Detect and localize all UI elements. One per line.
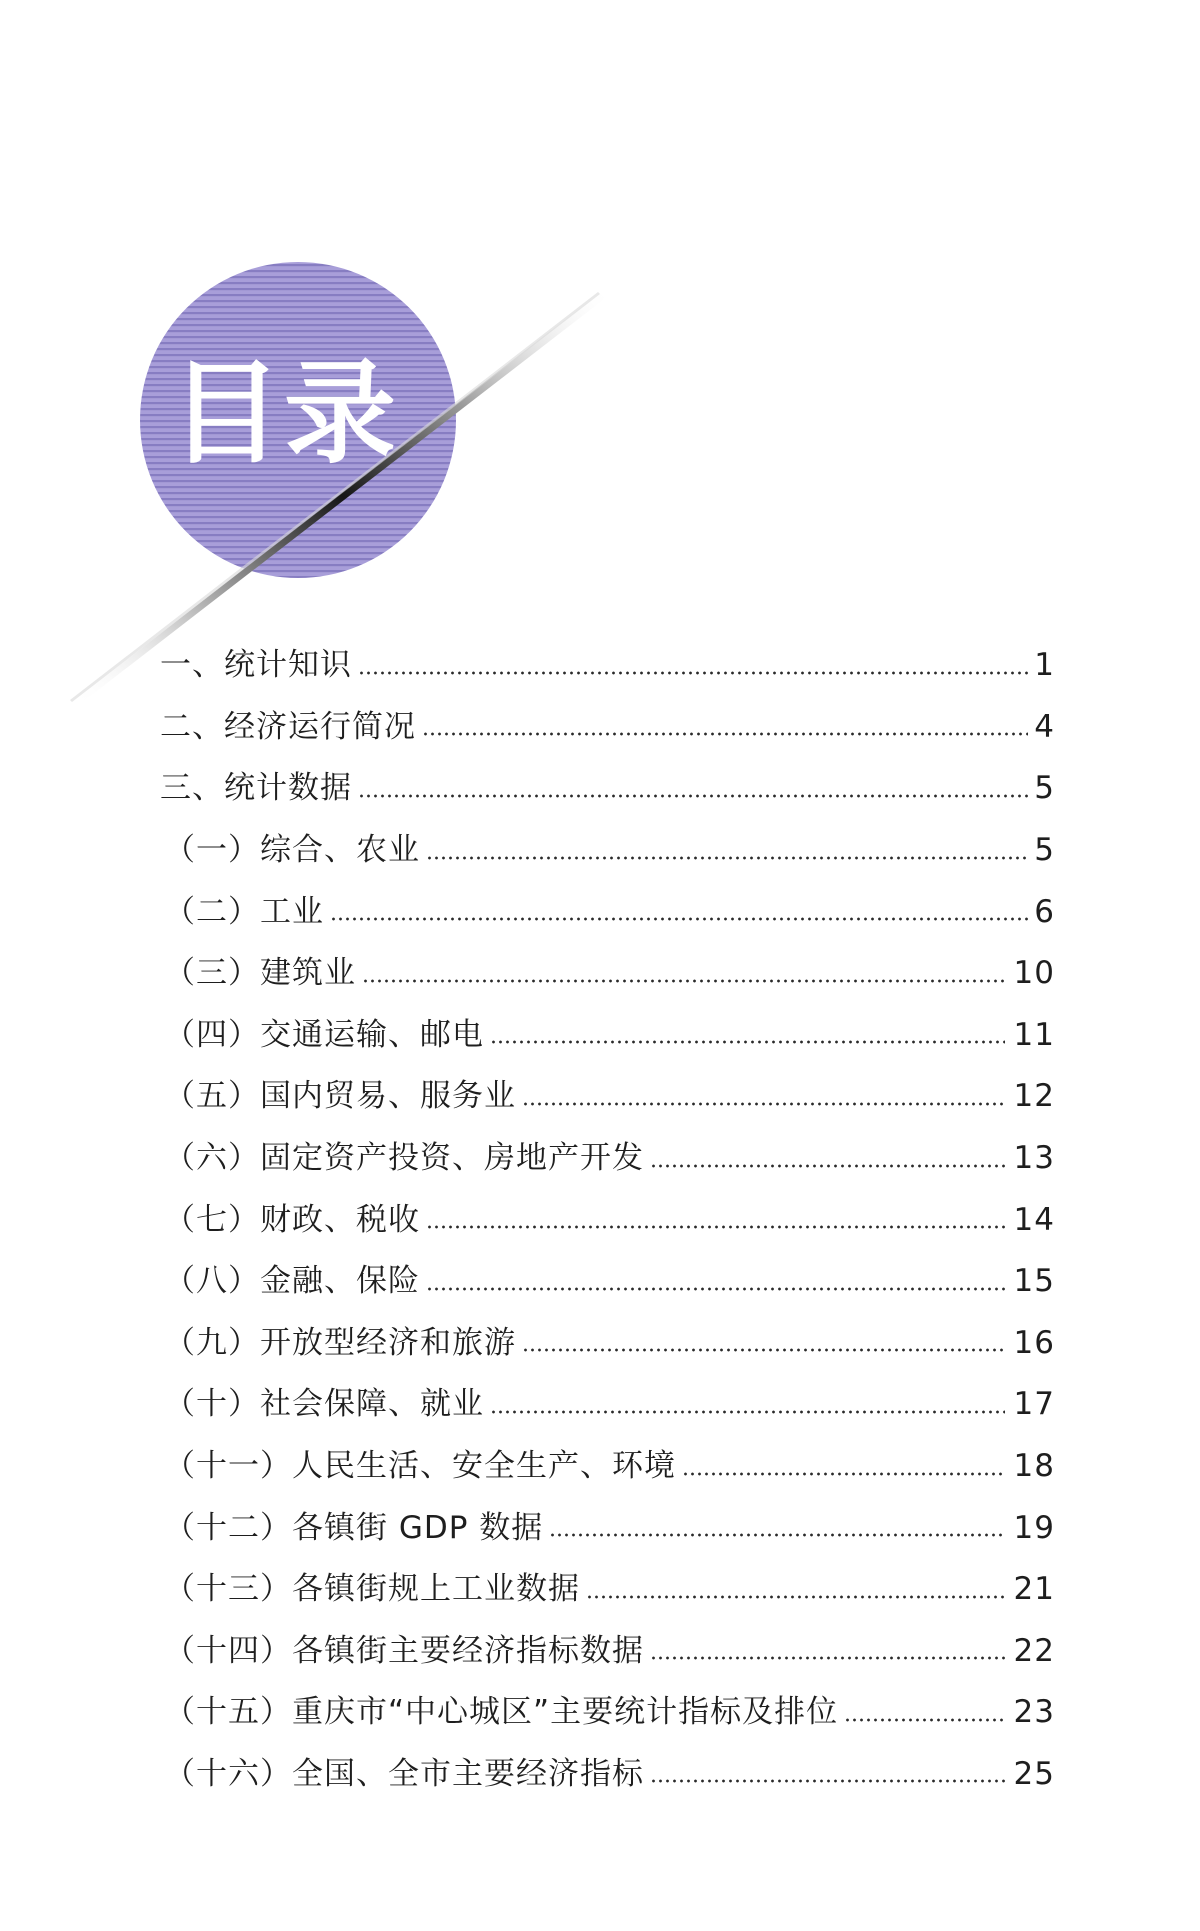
toc-entry-page-number: 21 <box>1013 1571 1055 1608</box>
toc-entry[interactable] <box>160 1128 1055 1190</box>
toc-entry-label: （十六）全国、全市主要经济指标 <box>164 1755 644 1792</box>
toc-entry-label: （十二）各镇街 GDP 数据 <box>164 1509 544 1546</box>
toc-dot-leader <box>362 979 1005 983</box>
toc-entry[interactable] <box>160 1313 1055 1375</box>
toc-entry[interactable] <box>160 1066 1055 1128</box>
toc-dot-leader <box>358 794 1028 798</box>
toc-entry-page-number: 1 <box>1034 647 1055 684</box>
toc-entry[interactable] <box>160 1189 1055 1251</box>
toc-entry[interactable] <box>160 1744 1055 1806</box>
toc-entry-label: （十一）人民生活、安全生产、环境 <box>164 1448 676 1485</box>
toc-dot-leader <box>330 917 1028 921</box>
toc-entry-label: （五）国内贸易、服务业 <box>164 1078 516 1115</box>
table-of-contents <box>160 635 1055 1805</box>
toc-entry-page-number: 4 <box>1034 708 1055 745</box>
toc-entry[interactable] <box>160 1374 1055 1436</box>
toc-entry-page-number: 18 <box>1013 1448 1055 1485</box>
toc-dot-leader <box>426 1287 1005 1291</box>
toc-entry-page-number: 5 <box>1034 832 1055 869</box>
toc-entry-label: 三、统计数据 <box>160 770 352 807</box>
toc-dot-leader <box>490 1410 1005 1414</box>
toc-dot-leader <box>844 1718 1005 1722</box>
toc-dot-leader <box>490 1040 1005 1044</box>
toc-dot-leader <box>549 1533 1005 1537</box>
toc-entry-page-number: 14 <box>1013 1201 1055 1238</box>
toc-dot-leader <box>358 671 1028 675</box>
toc-entry[interactable] <box>160 1005 1055 1067</box>
toc-entry-page-number: 15 <box>1013 1263 1055 1300</box>
toc-entry-label: （八）金融、保险 <box>164 1263 420 1300</box>
toc-entry-page-number: 25 <box>1013 1755 1055 1792</box>
toc-entry[interactable] <box>160 881 1055 943</box>
toc-dot-leader <box>650 1164 1005 1168</box>
page-title: 目录 <box>170 349 398 479</box>
toc-dot-leader <box>586 1595 1005 1599</box>
toc-dot-leader <box>426 856 1028 860</box>
toc-entry-page-number: 22 <box>1013 1632 1055 1669</box>
toc-entry[interactable] <box>160 1559 1055 1621</box>
toc-entry-label: 二、经济运行简况 <box>160 708 416 745</box>
toc-entry-page-number: 23 <box>1013 1694 1055 1731</box>
toc-entry[interactable] <box>160 1436 1055 1498</box>
toc-entry-label: （十三）各镇街规上工业数据 <box>164 1571 580 1608</box>
toc-entry-page-number: 17 <box>1013 1386 1055 1423</box>
toc-entry[interactable] <box>160 697 1055 759</box>
toc-dot-leader <box>422 732 1028 736</box>
toc-dot-leader <box>522 1348 1005 1352</box>
toc-entry[interactable] <box>160 1497 1055 1559</box>
toc-entry-label: （七）财政、税收 <box>164 1201 420 1238</box>
toc-dot-leader <box>682 1472 1005 1476</box>
toc-entry-page-number: 5 <box>1034 770 1055 807</box>
toc-entry-label: （十）社会保障、就业 <box>164 1386 484 1423</box>
toc-entry-label: （一）综合、农业 <box>164 832 420 869</box>
toc-entry[interactable] <box>160 1251 1055 1313</box>
toc-entry-label: （六）固定资产投资、房地产开发 <box>164 1140 644 1177</box>
toc-entry-page-number: 10 <box>1013 955 1055 992</box>
toc-entry-page-number: 19 <box>1013 1509 1055 1546</box>
toc-entry[interactable] <box>160 820 1055 882</box>
toc-dot-leader <box>650 1656 1005 1660</box>
toc-entry-label: 一、统计知识 <box>160 647 352 684</box>
toc-entry-page-number: 13 <box>1013 1140 1055 1177</box>
toc-entry-label: （三）建筑业 <box>164 955 356 992</box>
toc-dot-leader <box>522 1102 1005 1106</box>
toc-entry[interactable] <box>160 758 1055 820</box>
toc-entry-label: （四）交通运输、邮电 <box>164 1016 484 1053</box>
toc-dot-leader <box>426 1225 1005 1229</box>
toc-entry-page-number: 11 <box>1013 1016 1055 1053</box>
toc-entry[interactable] <box>160 1682 1055 1744</box>
toc-entry-page-number: 6 <box>1034 893 1055 930</box>
toc-entry-label: （二）工业 <box>164 893 324 930</box>
toc-entry-label: （十四）各镇街主要经济指标数据 <box>164 1632 644 1669</box>
toc-entry-label: （十五）重庆市“中心城区”主要统计指标及排位 <box>164 1694 839 1731</box>
toc-entry-page-number: 12 <box>1013 1078 1055 1115</box>
toc-entry[interactable] <box>160 943 1055 1005</box>
toc-entry[interactable] <box>160 1621 1055 1683</box>
toc-dot-leader <box>650 1779 1005 1783</box>
toc-entry[interactable] <box>160 635 1055 697</box>
toc-entry-label: （九）开放型经济和旅游 <box>164 1324 516 1361</box>
toc-entry-page-number: 16 <box>1013 1324 1055 1361</box>
